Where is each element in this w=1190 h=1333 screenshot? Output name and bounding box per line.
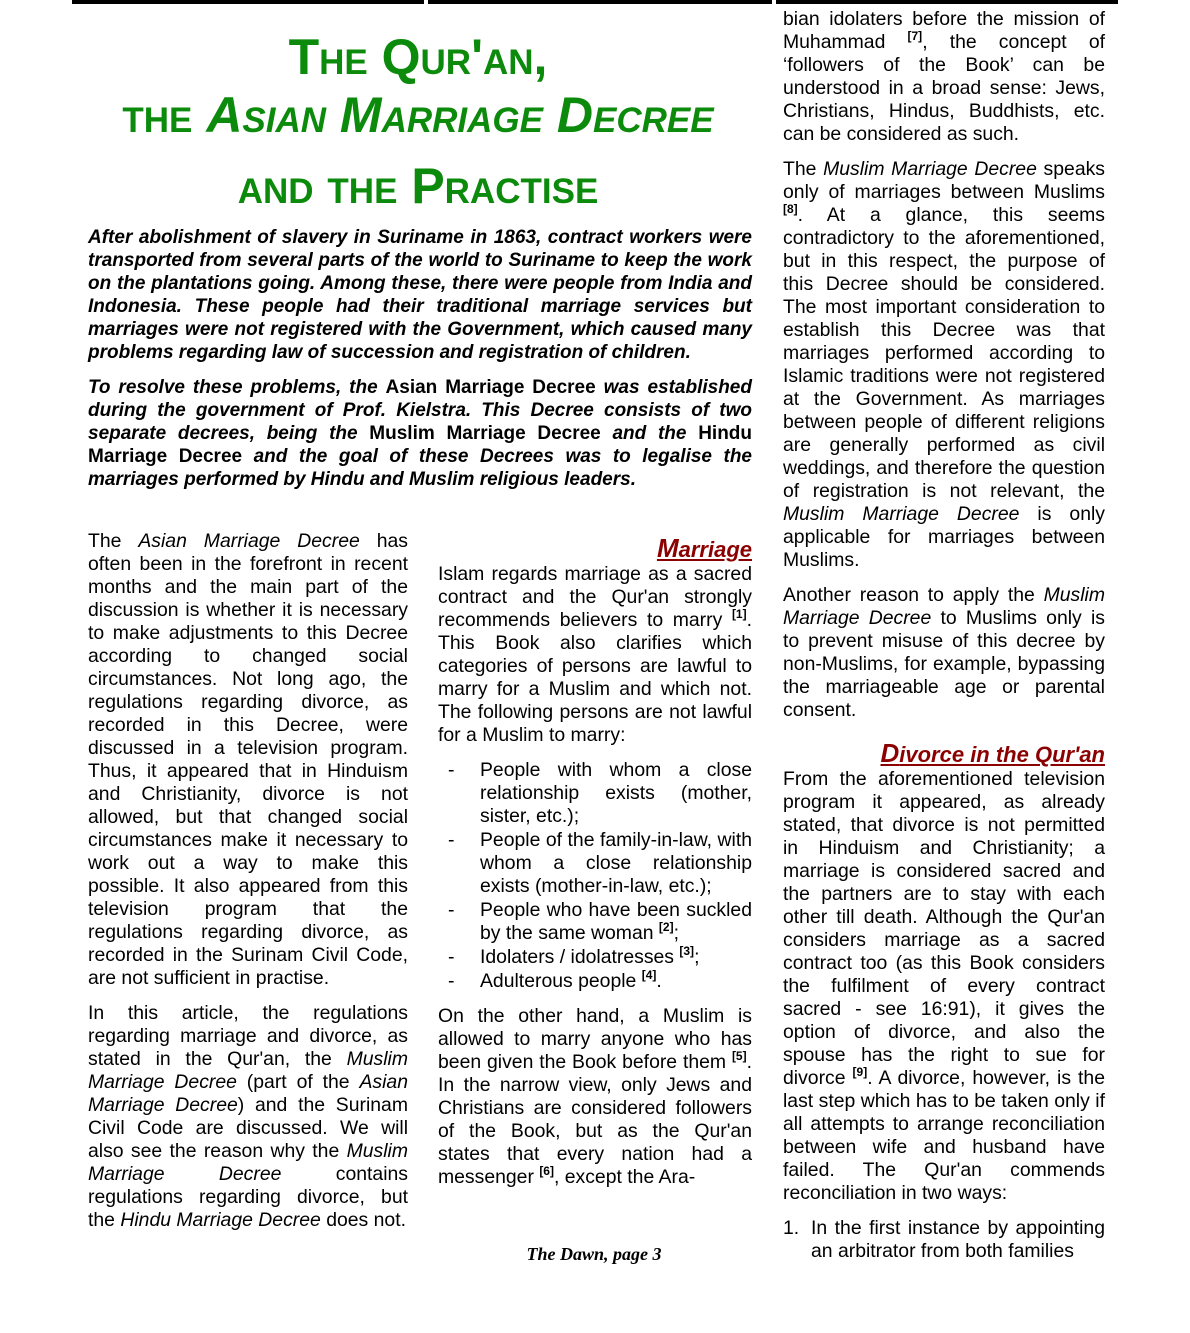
- col3-p2-e: Muslim Marriage Decree: [783, 503, 1020, 525]
- list-item-text: People of the family-in-law, with whom a close relationship exists (mother-in-law, etc.);: [480, 829, 752, 897]
- col3-p2-c: speaks only of marriages between Muslims: [783, 158, 1105, 203]
- col2-p1-b: . This Book also clarifies which categories of persons are lawful to marry for a Muslim and which not. The following persons are not lawful for a Muslim to marry:: [438, 609, 752, 746]
- list-item: [438, 829, 752, 898]
- footnote-ref-8[interactable]: [8]: [783, 202, 798, 216]
- list-item-end: ;: [673, 922, 679, 944]
- list-item-number: 1.: [783, 1217, 800, 1239]
- title-line-1: The Qur'an,: [288, 29, 548, 85]
- list-item: [438, 899, 752, 945]
- list-item-text: Idolaters / idolatresses: [480, 946, 680, 968]
- marriage-heading: [438, 535, 752, 563]
- col3-p2-d: . At a glance, this seems contradictory to the aforementioned, but in this respect, the purpose of this Decree should be considered. The most important consideration to establish this Decree was that marriages performed according to Islamic traditions were not registered at the Government. As marriages between people of different religions are generally performed as civil weddings, and therefore the question of registration is not relevant, the: [783, 204, 1105, 502]
- col1-p2-c: (part of the: [236, 1071, 360, 1093]
- footnote-ref-1[interactable]: [1]: [731, 607, 747, 621]
- list-item-text: Adulterous people: [480, 970, 642, 992]
- col3-paragraph-3: [783, 584, 1105, 722]
- col3-paragraph-2: [783, 158, 1105, 572]
- col3-p2-a: The: [783, 158, 824, 180]
- intro-p2-f: Hindu Marriage Decree: [88, 423, 753, 467]
- col3-p3-a: Another reason to apply the: [783, 584, 1044, 606]
- top-rule-right: [776, 0, 1118, 4]
- col3-paragraph-4: [783, 768, 1105, 1205]
- marriage-heading-rest: arriage: [678, 537, 752, 562]
- list-item-end: .: [656, 970, 662, 992]
- footnote-ref-6[interactable]: [6]: [539, 1164, 554, 1178]
- col1-paragraph-1: [88, 530, 408, 990]
- col3-p3-c: to Muslims only is to prevent misuse of this decree by non-Muslims, for example, bypassing the marriageable age or parental consent.: [783, 607, 1105, 721]
- footnote-ref-4[interactable]: [4]: [641, 968, 657, 982]
- col2-p2-b: . In the narrow view, only Jews and Christians are considered followers of the Book, but as the Qur'an states that every nation had a messenger: [438, 1051, 752, 1188]
- col2-paragraph-1: [438, 563, 752, 747]
- reconciliation-list: [783, 1217, 1105, 1263]
- list-item-text: In the first instance by appointing an arbitrator from both families: [811, 1217, 1105, 1262]
- col1-p1-a: The: [88, 530, 139, 552]
- col1-p2-a: In this article, the regulations regarding marriage and divorce, as stated in the Qur'an, the: [88, 1002, 408, 1070]
- footnote-ref-3[interactable]: [3]: [679, 944, 695, 958]
- intro-p2-c: was established during the government of Prof. Kielstra. This Decree consists of two separate decrees, being the: [88, 377, 752, 444]
- intro-p2-g: and the goal of these Decrees was to legalise the marriages performed by Hindu and Muslim religious leaders.: [88, 446, 752, 490]
- divorce-heading-initial: D: [880, 738, 900, 768]
- col3-p1-b: , the concept of ‘followers of the Book’ can be understood in a broad sense: Jews, Christians, Hindus, Buddhists, etc. can be considered as such.: [783, 31, 1105, 145]
- column-2: [438, 535, 752, 1201]
- col2-p2-c: , except the Ara-: [553, 1166, 696, 1188]
- list-item-end: ;: [694, 946, 700, 968]
- col1-p2-d: Asian Marriage Decree: [88, 1071, 408, 1116]
- intro-paragraph-1: After abolishment of slavery in Suriname in 1863, contract workers were transported from several parts of the world to Suriname to keep the work on the plantations going. Among these, there were people from India and Indonesia. These people had their traditional marriage services but marriages were not registered with the Government, which caused many problems regarding law of succession and registration of children.: [88, 227, 752, 363]
- title-line-2: [84, 86, 752, 157]
- col3-p4-b: . A divorce, however, is the last step which has to be taken only if all attempts to arrange reconciliation between wife and husband have failed. The Qur'an commends reconciliation in two ways:: [783, 1067, 1105, 1204]
- title-line-2-prefix: the: [122, 87, 207, 143]
- footnote-ref-7[interactable]: [7]: [907, 29, 923, 43]
- intro-p2-a: To resolve these problems, the: [88, 377, 386, 398]
- footnote-ref-2[interactable]: [2]: [658, 920, 674, 934]
- col1-p2-e: ) and the Surinam Civil Code are discussed. We will also see the reason why the: [88, 1094, 408, 1162]
- col1-p1-b: Asian Marriage Decree: [138, 530, 360, 552]
- top-rule-left: [72, 0, 424, 4]
- intro-p2-d: Muslim Marriage Decree: [369, 423, 601, 444]
- list-item-text: People who have been suckled by the same woman: [480, 899, 752, 944]
- col1-p2-b: Muslim Marriage Decree: [88, 1048, 408, 1093]
- column-1: [88, 530, 408, 1244]
- col3-p2-f: is only applicable for marriages between Muslims.: [783, 503, 1105, 571]
- page-footer: The Dawn, page 3: [526, 1244, 662, 1264]
- col1-paragraph-2: [88, 1002, 408, 1232]
- divorce-heading: [783, 740, 1105, 768]
- intro-p2-b: Asian Marriage Decree: [385, 377, 596, 398]
- list-item: [438, 946, 752, 969]
- divorce-heading-rest: ivorce in the Qur'an: [899, 742, 1105, 767]
- list-item-text: People with whom a close relationship exists (mother, sister, etc.);: [480, 759, 752, 827]
- col1-p2-i: does not.: [320, 1209, 406, 1231]
- col3-p2-b: Muslim Marriage Decree: [823, 158, 1037, 180]
- list-item: [438, 759, 752, 828]
- col2-p1-a: Islam regards marriage as a sacred contract and the Qur'an strongly recommends believers to marry: [438, 563, 752, 631]
- list-item: [783, 1217, 1105, 1263]
- col1-p2-h: Hindu Marriage Decree: [120, 1209, 321, 1231]
- column-3: [783, 8, 1105, 1263]
- top-rule-middle: [428, 0, 772, 4]
- marriage-heading-initial: M: [656, 533, 679, 563]
- col3-p4-a: From the aforementioned television program it appeared, as already stated, that divorce is not permitted in Hinduism and Christianity; a marriage is considered sacred and the partners are to stay with each other till death. Although the Qur'an considers marriage as a sacred contract too (as this Book considers the fulfilment of every contract sacred - see 16:91), it gives the option of divorce, and also the spouse has the right to sue for divorce: [783, 768, 1105, 1089]
- col2-p2-a: On the other hand, a Muslim is allowed to marry anyone who has been given the Book before them: [438, 1005, 752, 1073]
- col3-p3-b: Muslim Marriage Decree: [783, 584, 1105, 629]
- col3-paragraph-1: [783, 8, 1105, 146]
- title-line-2-emphasis: Asian Marriage Decree: [206, 87, 714, 143]
- col1-p1-c: has often been in the forefront in recent months and the main part of the discussion is whether it is necessary to make adjustments to this Decree according to changed social circumstances. Not long ago, the regulations regarding divorce, as recorded in this Decree, were discussed in a television program. Thus, it appeared that in Hinduism and Christianity, divorce is not allowed, but that changed social circumstances make it necessary to work out a way to make this possible. It also appeared from this television program that the regulations regarding divorce, as recorded in the Surinam Civil Code, are not sufficient in practise.: [88, 530, 408, 989]
- article-title: [84, 28, 752, 215]
- col1-p2-g: contains regulations regarding divorce, but the: [88, 1163, 408, 1231]
- title-line-3: and the Practise: [237, 158, 599, 214]
- col1-p2-f: Muslim Marriage Decree: [88, 1140, 408, 1185]
- col3-p1-a: bian idolaters before the mission of Muhammad: [783, 8, 1105, 53]
- intro-p2-e: and the: [600, 423, 699, 444]
- intro-paragraph-2: [88, 376, 752, 491]
- list-item: [438, 970, 752, 993]
- footnote-ref-5[interactable]: [5]: [731, 1049, 747, 1063]
- footnote-ref-9[interactable]: [9]: [852, 1065, 868, 1079]
- forbidden-marriage-list: [438, 759, 752, 993]
- col2-paragraph-2: [438, 1005, 752, 1189]
- intro-lead: [88, 226, 752, 503]
